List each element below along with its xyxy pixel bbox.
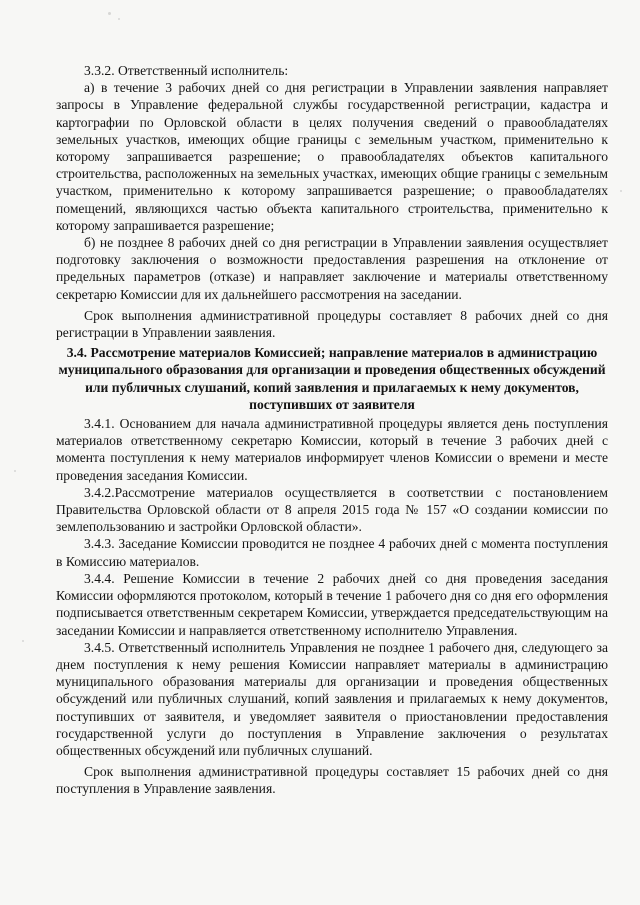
paragraph-3-3-term: Срок выполнения административной процедуры составляет 8 рабочих дней со дня регистрации в Управлении заявления. — [56, 307, 608, 341]
scan-noise — [118, 18, 120, 20]
scan-noise — [14, 470, 16, 472]
paragraph-3-4-3: 3.4.3. Заседание Комиссии проводится не позднее 4 рабочих дней с момента поступления в Комиссию материалов. — [56, 536, 608, 569]
paragraph-3-3-2-b: б) не позднее 8 рабочих дней со дня регистрации в Управлении заявления осуществляет подготовку заключения о возможности предоставления разрешения на отклонение от предельных параметров (отказе) и направляет заключение и материалы ответственному секретарю Комиссии для их дальнейшего рассмотрения на заседании. — [56, 235, 608, 302]
scan-noise — [108, 12, 111, 15]
paragraph-3-3-2-title: 3.3.2. Ответственный исполнитель: — [84, 63, 289, 78]
paragraph-3-4-5: 3.4.5. Ответственный исполнитель Управления не позднее 1 рабочего дня, следующего за днем поступления к нему решения Комиссии направляет материалы в администрацию муниципального образования материалы для организации и проведения общественных обсуждений или публичных слушаний, копий заявления и прилагаемых к нему документов, поступивших от заявителя, и уведомляет заявителя о приостановлении предоставления государственной услуги до поступления в Управление заключения о результатах общественных обсуждений или публичных слушаний. — [56, 639, 608, 758]
section-heading-3-4: 3.4. Рассмотрение материалов Комиссией; направление материалов в администрацию муниципального образования для организации и проведения общественных обсуждений или публичных слушаний, копий заявления и прилагаемых к нему документов, поступивших от заявителя — [58, 345, 606, 412]
scan-noise — [620, 190, 622, 192]
paragraph-3-4-term: Срок выполнения административной процедуры составляет 15 рабочих дней со дня поступления в Управление заявления. — [56, 764, 608, 797]
paragraph-3-4-1: 3.4.1. Основанием для начала административной процедуры является день поступления материалов ответственному секретарю Комиссии, который в течение 3 рабочих дней с момента поступления к нему материалов информирует членов Комиссии о времени и месте проведения заседания Комиссии. — [56, 416, 608, 483]
paragraph-3-4-2: 3.4.2.Рассмотрение материалов осуществляется в соответствии с постановлением Правительства Орловской области от 8 апреля 2015 года № 157 «О создании комиссии по землепользованию и застройки Орловской области». — [56, 484, 608, 535]
document-body — [56, 62, 608, 798]
scan-noise — [22, 640, 24, 642]
paragraph-3-3-2-a: а) в течение 3 рабочих дней со дня регистрации в Управлении заявления направляет запросы в Управление федеральной службы государственной регистрации, кадастра и картографии по Орловской области в целях получения сведений о правообладателях земельных участков, имеющих общие границы с земельным участком, применительно к которому запрашивается разрешение; о правообладателях объектов капитального строительства, расположенных на земельных участках, имеющих общие границы с земельным участком, применительно к которому запрашивается разрешение; о правообладателях помещений, являющихся частью объекта капитального строительства, применительно к которому запрашивается разрешение; — [56, 80, 608, 233]
paragraph-3-4-4: 3.4.4. Решение Комиссии в течение 2 рабочих дней со дня проведения заседания Комиссии оформляются протоколом, который в течение 1 рабочего дня со дня его оформления подписывается ответственным секретарем Комиссии, утверждается председательствующим на заседании Комиссии и направляется ответственному исполнителю Управления. — [56, 570, 608, 638]
